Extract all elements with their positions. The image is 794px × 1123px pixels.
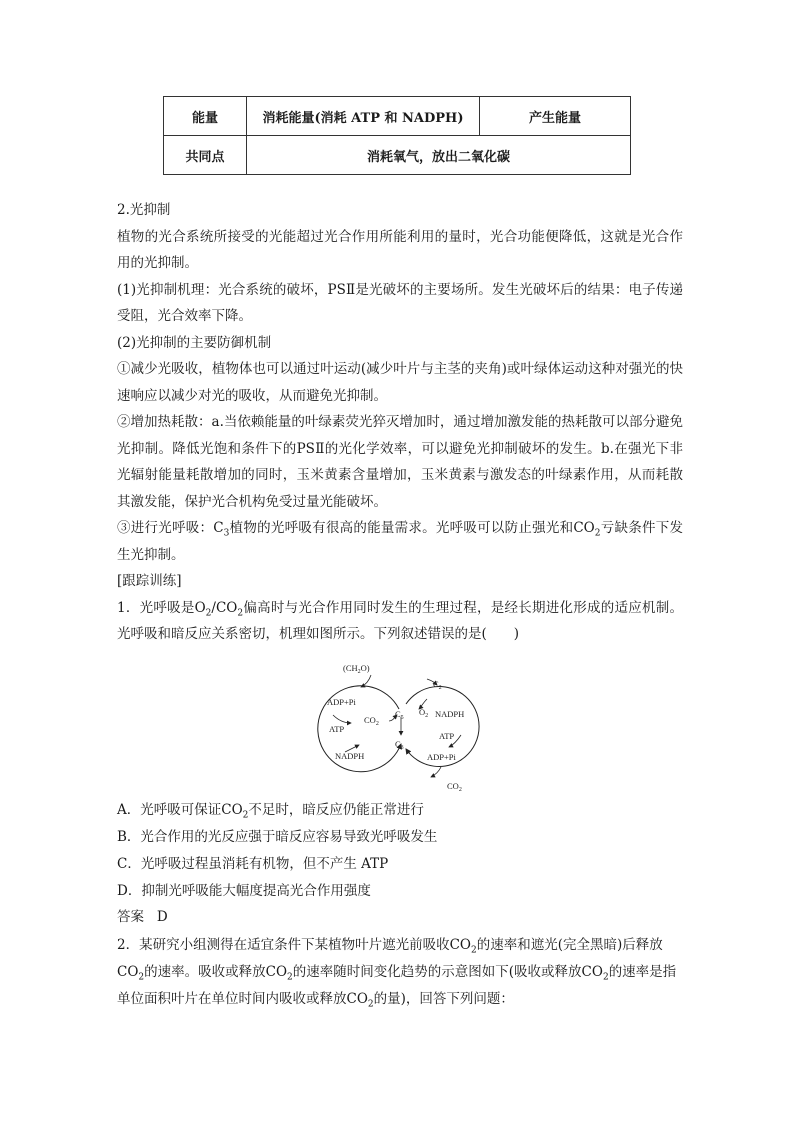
option-a: A．光呼吸可保证$CO_2$不足时，暗反应仍能正常进行 bbox=[117, 802, 424, 821]
label-nadph-left: NADPH bbox=[335, 751, 365, 761]
option-b: B．光合作用的光反应强于暗反应容易导致光呼吸发生 bbox=[117, 829, 438, 845]
section-2 bbox=[117, 197, 683, 648]
option-c: C．光呼吸过程虽消耗有机物，但不产生 ATP bbox=[117, 856, 389, 872]
practice-heading: [跟踪训练] bbox=[117, 573, 182, 589]
label-c2: $C_2$ bbox=[433, 679, 442, 691]
table-row bbox=[164, 97, 631, 136]
section-heading: 2.光抑制 bbox=[117, 202, 171, 218]
label-c5: $C_5$ bbox=[395, 709, 404, 721]
table-cell: 共同点 bbox=[164, 136, 247, 175]
option-d: D．抑制光呼吸能大幅度提高光合作用强度 bbox=[117, 883, 371, 899]
label-adp-pi-left: ADP+Pi bbox=[327, 697, 356, 707]
paragraph: ①减少光吸收，植物体也可以通过叶运动(减少叶片与主茎的夹角)或叶绿体运动这种对强光的快速响应以减少对光的吸收，从而避免光抑制。 bbox=[117, 361, 683, 404]
comparison-table bbox=[163, 96, 631, 175]
table-row bbox=[164, 136, 631, 175]
subheading: (2)光抑制的主要防御机制 bbox=[117, 334, 272, 351]
answer-label: 答案 bbox=[117, 909, 144, 925]
label-co2-center: $CO_2$ bbox=[364, 715, 379, 727]
label-nadph-right: NADPH bbox=[435, 709, 465, 719]
table-cell: 消耗氧气，放出二氧化碳 bbox=[247, 136, 631, 175]
label-c3: $C_3$ bbox=[395, 739, 404, 751]
answer bbox=[117, 904, 168, 931]
label-ch2o: $(CH_2O)$ bbox=[343, 663, 370, 675]
answer-options bbox=[117, 797, 683, 905]
table-cell: 能量 bbox=[164, 97, 247, 136]
table-cell: 产生能量 bbox=[480, 97, 631, 136]
photorespiration-diagram bbox=[311, 659, 496, 792]
question-2: 2．某研究小组测得在适宜条件下某植物叶片遮光前吸收$CO_2$的速率和遮光(完全黑暗)后释放$CO_2$的速率。吸收或释放$CO_2$的速率随时间变化趋势的示意图如下(吸收或释放$CO_2$的速率是指单位面积叶片在单位时间内吸收或释放$CO_2$的量)，回答下列问题： bbox=[117, 937, 677, 1010]
paragraph: ②增加热耗散：a.当依赖能量的叶绿素荧光猝灭增加时，通过增加激发能的热耗散可以部分避免光抑制。降低光饱和条件下的PSⅡ的光化学效率，可以避免光抑制破坏的发生。b.在强光下非光辐射能量耗散增加的同时，玉米黄素含量增加，玉米黄素与激发态的叶绿素作用，从而耗散其激发能，保护光合机构免受过量光能破坏。 bbox=[117, 414, 683, 510]
label-co2-bottom: $CO_2$ bbox=[447, 781, 462, 792]
label-atp-right: ATP bbox=[439, 731, 455, 741]
table-cell: 消耗能量(消耗 ATP 和 NADPH) bbox=[247, 97, 480, 136]
paragraph: (1)光抑制机理：光合系统的破坏，PSⅡ是光破坏的主要场所。发生光破坏后的结果：电子传递受阻，光合效率下降。 bbox=[117, 281, 683, 324]
label-o2: $O_2$ bbox=[419, 707, 429, 719]
label-atp-left: ATP bbox=[329, 724, 345, 734]
answer-value: D bbox=[156, 909, 168, 925]
paragraph: ③进行光呼吸：$C_3$植物的光呼吸有很高的能量需求。光呼吸可以防止强光和$CO_2$亏缺条件下发生光抑制。 bbox=[117, 520, 683, 563]
question-1: 1．光呼吸是$O_2/CO_2$偏高时与光合作用同时发生的生理过程，是经长期进化形成的适应机制。光呼吸和暗反应关系密切，机理如图所示。下列叙述错误的是( ) bbox=[117, 599, 683, 642]
label-adp-pi-right: ADP+Pi bbox=[427, 752, 456, 762]
paragraph: 植物的光合系统所接受的光能超过光合作用所能利用的量时，光合功能便降低，这就是光合作用的光抑制。 bbox=[117, 228, 683, 271]
